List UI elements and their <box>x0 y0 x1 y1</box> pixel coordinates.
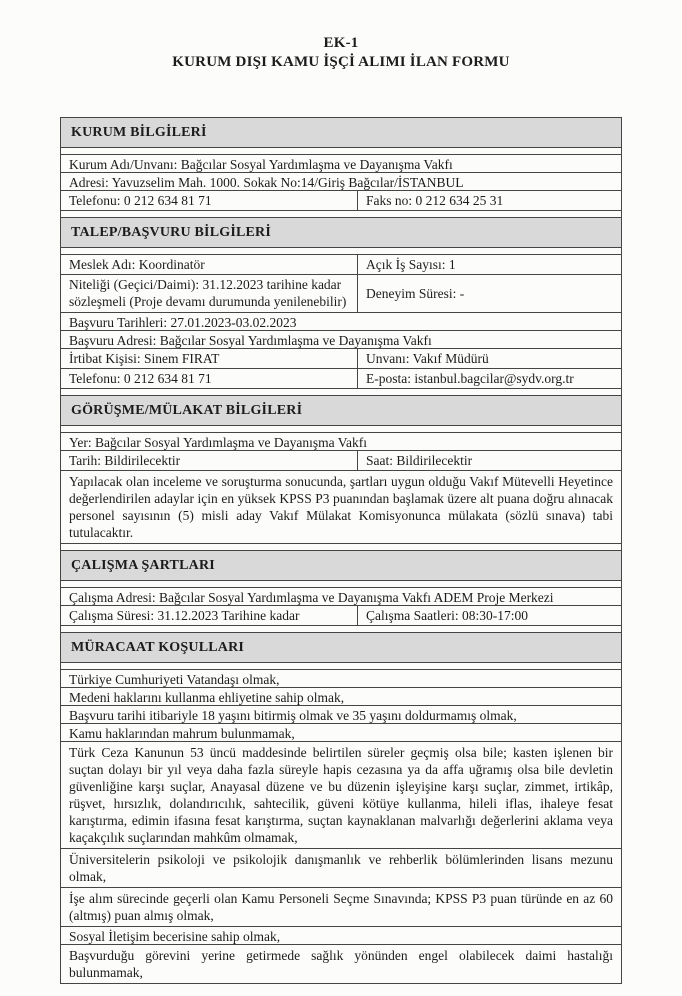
field-telefonu-2: Telefonu: 0 212 634 81 71 <box>69 371 212 386</box>
document-title <box>0 34 682 72</box>
section-header-muracaat-kosullari: MÜRACAAT KOŞULLARI <box>61 632 621 663</box>
section-talep-basvuru <box>61 217 621 389</box>
requirement-item: Sosyal İletişim becerisine sahip olmak, <box>61 926 621 945</box>
ilan-form-table <box>60 117 622 984</box>
row-niteligi-deneyim <box>61 274 621 313</box>
form-title: KURUM DIŞI KAMU İŞÇİ ALIMI İLAN FORMU <box>172 54 510 70</box>
section-kurum-bilgileri <box>61 117 621 211</box>
form-code: EK-1 <box>323 35 359 51</box>
field-faks-no: Faks no: 0 212 634 25 31 <box>357 191 621 210</box>
row-meslek-acikis <box>61 254 621 275</box>
section-header-kurum-bilgileri: KURUM BİLGİLERİ <box>61 117 621 148</box>
requirement-item: Kamu haklarından mahrum bulunmamak, <box>61 723 621 742</box>
field-telefonu: Telefonu: 0 212 634 81 71 <box>69 193 212 208</box>
row-suresi-saatleri <box>61 605 621 626</box>
section-muracaat-kosullari <box>61 632 621 984</box>
field-basvuru-adresi: Başvuru Adresi: Bağcılar Sosyal Yardımlaşma ve Dayanışma Vakfı <box>61 330 621 349</box>
section-gorusme-mulakat <box>61 395 621 544</box>
field-kurum-adi: Kurum Adı/Unvanı: Bağcılar Sosyal Yardımlaşma ve Dayanışma Vakfı <box>61 154 621 173</box>
field-tarih: Tarih: Bildirilecektir <box>69 453 181 468</box>
section-header-calisma-sartlari: ÇALIŞMA ŞARTLARI <box>61 550 621 581</box>
field-kurum-adresi: Adresi: Yavuzselim Mah. 1000. Sokak No:14/Giriş Bağcılar/İSTANBUL <box>61 172 621 191</box>
field-irtibat-kisisi: İrtibat Kişisi: Sinem FIRAT <box>69 351 220 366</box>
row-telefon-faks <box>61 190 621 211</box>
field-saat: Saat: Bildirilecektir <box>357 451 621 470</box>
requirement-item: Başvuru tarihi itibariyle 18 yaşını bitirmiş olmak ve 35 yaşını doldurmamış olmak, <box>61 705 621 724</box>
field-meslek-adi: Meslek Adı: Koordinatör <box>69 257 205 272</box>
field-deneyim-suresi: Deneyim Süresi: - <box>357 275 621 312</box>
section-header-gorusme-mulakat: GÖRÜŞME/MÜLAKAT BİLGİLERİ <box>61 395 621 426</box>
requirement-item: İşe alım sürecinde geçerli olan Kamu Personeli Seçme Sınavında; KPSS P3 puan türünde en az 60 (altmış) puan almış olmak, <box>61 887 621 927</box>
field-calisma-saatleri: Çalışma Saatleri: 08:30-17:00 <box>357 606 621 625</box>
requirement-item: Üniversitelerin psikoloji ve psikolojik danışmanlık ve rehberlik bölümlerinden lisans mezunu olmak, <box>61 848 621 888</box>
field-eposta: E-posta: istanbul.bagcilar@sydv.org.tr <box>357 369 621 388</box>
field-calisma-suresi: Çalışma Süresi: 31.12.2023 Tarihine kadar <box>69 608 300 623</box>
section-header-talep-basvuru: TALEP/BAŞVURU BİLGİLERİ <box>61 217 621 248</box>
field-acik-is-sayisi: Açık İş Sayısı: 1 <box>357 255 621 274</box>
requirement-item: Türk Ceza Kanunun 53 üncü maddesinde belirtilen süreler geçmiş olsa bile; kasten işlenen bir suçtan dolayı bir yıl veya daha fazla süreyle hapis cezasına ya da affa uğramış olsa bile devletin güvenliğine karşı suçlar, Anayasal düzene ve bu düzenin işleyişine karşı suçlar, zimmet, irtikâp, rüşvet, hırsızlık, dolandırıcılık, sahtecilik, güveni kötüye kullanma, hileli iflas, ihaleye fesat karıştırma, edimin ifasına fesat karıştırma, suçtan kaynaklanan malvarlığı değerlerini aklama veya kaçakçılık suçlarından mahkûm olmamak, <box>61 741 621 849</box>
field-calisma-adresi: Çalışma Adresi: Bağcılar Sosyal Yardımlaşma ve Dayanışma Vakfı ADEM Proje Merkezi <box>61 587 621 606</box>
paragraph-mulakat-aciklama: Yapılacak olan inceleme ve soruşturma sonucunda, şartları uygun olduğu Vakıf Mütevelli Heyetince değerlendirilen adaylar için en yüksek KPSS P3 puanından başlamak üzere alt puana doğru alınacak personel sayısının (5) misli aday Vakıf Mülakat Komisyonunca mülakata (sözlü sınava) tabi tutulacaktır. <box>61 470 621 544</box>
field-basvuru-tarihleri: Başvuru Tarihleri: 27.01.2023-03.02.2023 <box>61 312 621 331</box>
field-yer: Yer: Bağcılar Sosyal Yardımlaşma ve Dayanışma Vakfı <box>61 432 621 451</box>
requirement-item: Medeni haklarını kullanma ehliyetine sahip olmak, <box>61 687 621 706</box>
row-telefon-eposta <box>61 368 621 389</box>
row-tarih-saat <box>61 450 621 471</box>
row-irtibat-unvan <box>61 348 621 369</box>
section-calisma-sartlari <box>61 550 621 626</box>
field-niteligi: Niteliği (Geçici/Daimi): 31.12.2023 tarihine kadar sözleşmeli (Proje devamı durumunda yenilenebilir) <box>69 277 347 309</box>
requirement-item: Başvurduğu görevini yerine getirmede sağlık yönünden engel olabilecek daimi hastalığı bulunmamak, <box>61 944 621 984</box>
requirement-item: Türkiye Cumhuriyeti Vatandaşı olmak, <box>61 669 621 688</box>
field-unvani: Unvanı: Vakıf Müdürü <box>357 349 621 368</box>
